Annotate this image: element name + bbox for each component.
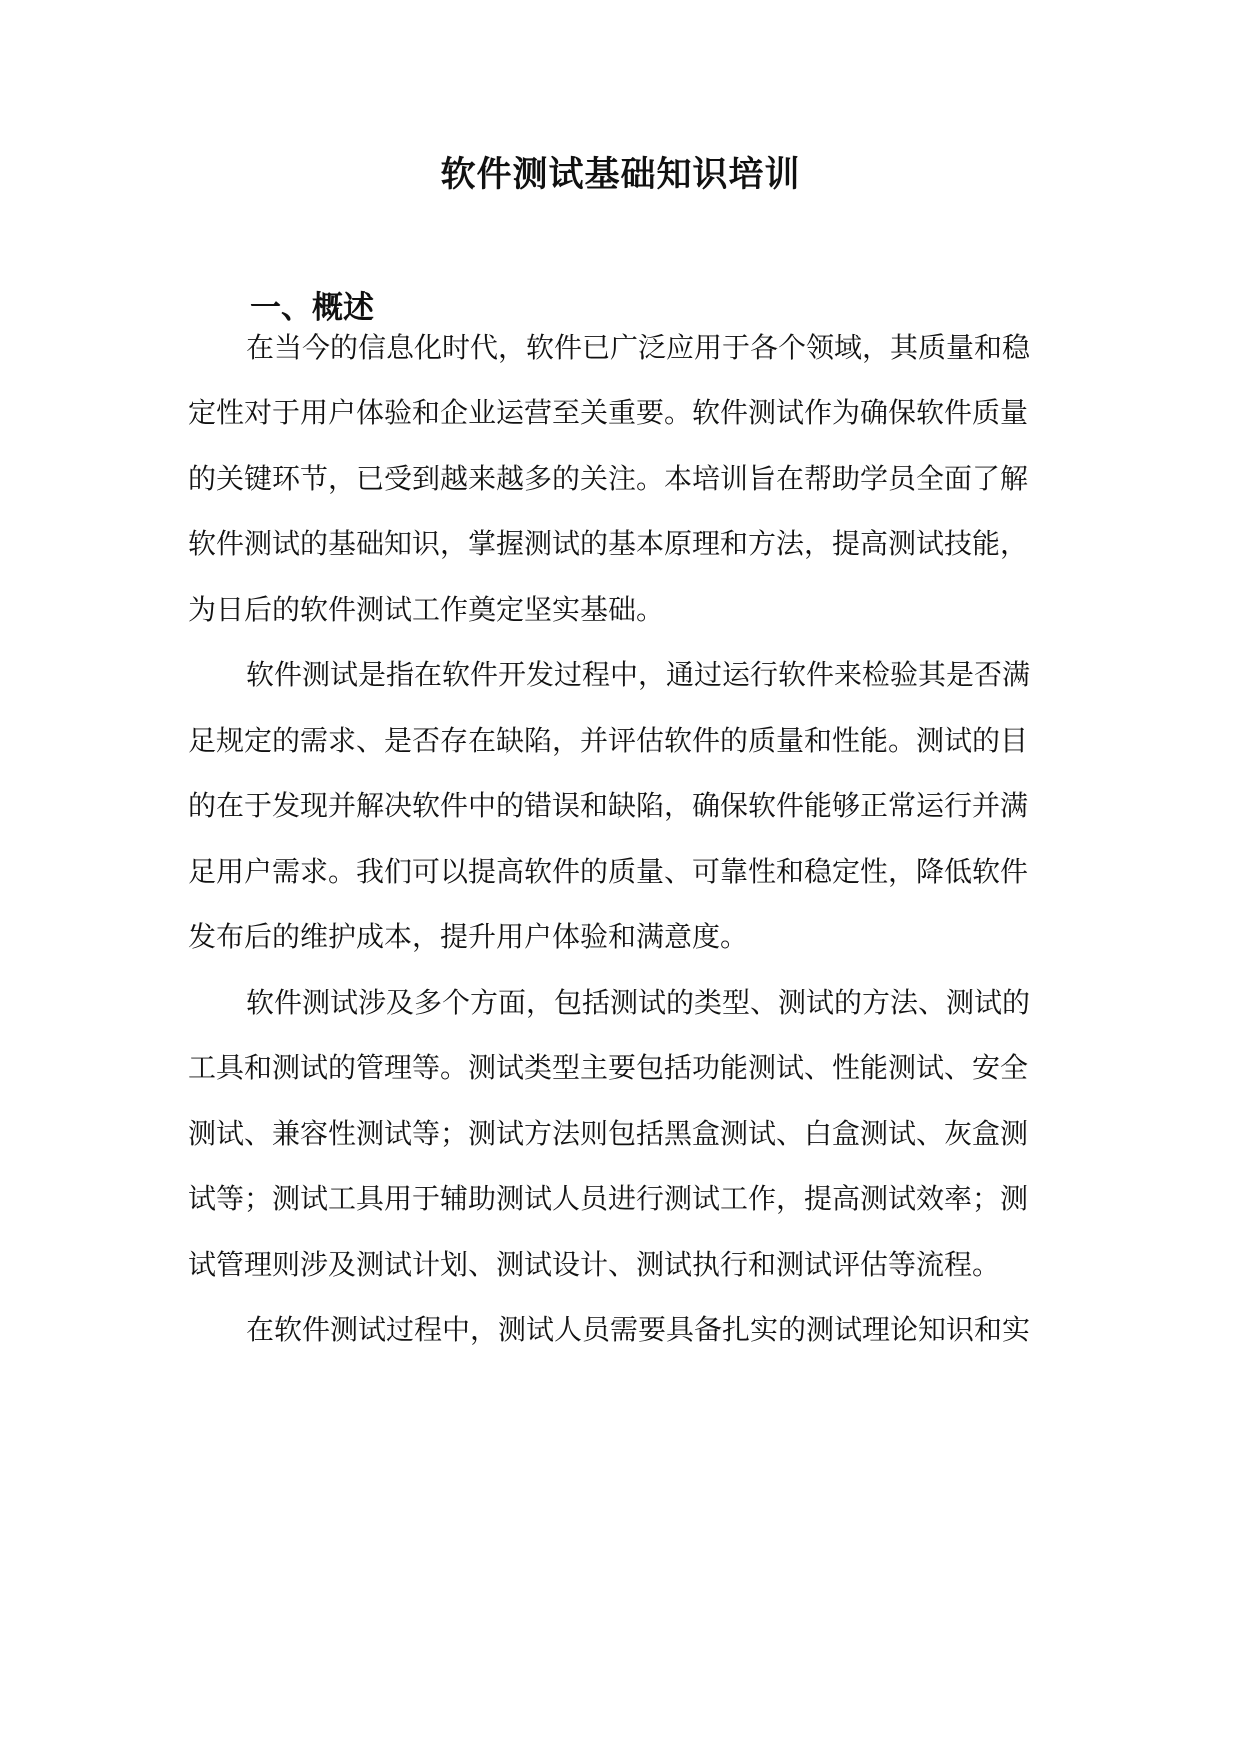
section-heading-overview: 一、概述 — [250, 290, 374, 326]
paragraph-line: 在当今的信息化时代，软件已广泛应用于各个领域，其质量和稳 — [246, 331, 1031, 364]
paragraph-line: 在软件测试过程中，测试人员需要具备扎实的测试理论知识和实 — [246, 1313, 1031, 1346]
paragraph-line: 软件测试的基础知识，掌握测试的基本原理和方法，提高测试技能， — [188, 527, 1029, 560]
paragraph-line: 为日后的软件测试工作奠定坚实基础。 — [188, 593, 665, 626]
paragraph-line: 试管理则涉及测试计划、测试设计、测试执行和测试评估等流程。 — [188, 1248, 1001, 1281]
paragraph-line: 定性对于用户体验和企业运营至关重要。软件测试作为确保软件质量 — [188, 396, 1029, 429]
paragraph-line: 试等；测试工具用于辅助测试人员进行测试工作，提高测试效率；测 — [188, 1182, 1029, 1215]
document-title: 软件测试基础知识培训 — [440, 155, 801, 195]
paragraph-line: 的关键环节，已受到越来越多的关注。本培训旨在帮助学员全面了解 — [188, 462, 1029, 495]
paragraph-line: 发布后的维护成本，提升用户体验和满意度。 — [188, 920, 749, 953]
paragraph-line: 的在于发现并解决软件中的错误和缺陷，确保软件能够正常运行并满 — [188, 789, 1029, 822]
paragraph-line: 测试、兼容性测试等；测试方法则包括黑盒测试、白盒测试、灰盒测 — [188, 1117, 1029, 1150]
paragraph-line: 足用户需求。我们可以提高软件的质量、可靠性和稳定性，降低软件 — [188, 855, 1029, 888]
paragraph-line: 软件测试是指在软件开发过程中，通过运行软件来检验其是否满 — [246, 658, 1031, 691]
paragraph-line: 足规定的需求、是否存在缺陷，并评估软件的质量和性能。测试的目 — [188, 724, 1029, 757]
paragraph-line: 工具和测试的管理等。测试类型主要包括功能测试、性能测试、安全 — [188, 1051, 1029, 1084]
paragraph-line: 软件测试涉及多个方面，包括测试的类型、测试的方法、测试的 — [246, 986, 1031, 1019]
